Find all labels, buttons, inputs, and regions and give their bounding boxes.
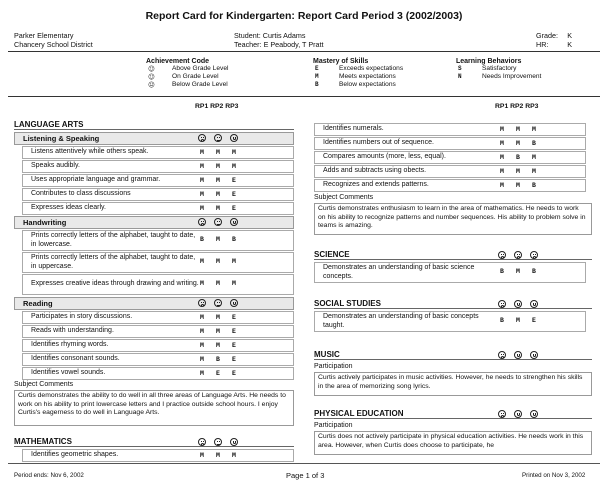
grade-mark: E <box>232 370 236 377</box>
science-heading: SCIENCE <box>314 250 350 259</box>
grade-mark: M <box>216 205 220 212</box>
neutral-face-icon <box>214 299 222 307</box>
page-title: Report Card for Kindergarten: Report Card Period 3 (2002/2003) <box>145 10 463 22</box>
legend-below: ☹ Below Grade Level <box>148 81 228 89</box>
grade-mark: E <box>532 317 536 324</box>
mastery-legend <box>313 58 403 89</box>
la-comment-label: Subject Comments <box>14 381 74 388</box>
grade-mark: M <box>516 182 520 189</box>
behaviors-legend <box>456 58 541 81</box>
section-rule <box>14 129 294 130</box>
frown-icon <box>530 251 538 259</box>
grade-mark: B <box>532 182 536 189</box>
student-name: Student: Curtis Adams <box>234 31 306 40</box>
grade-mark: M <box>516 268 520 275</box>
smile-icon <box>530 300 538 308</box>
grade-mark: M <box>232 258 236 265</box>
legend-meets: M Meets expectations <box>315 73 396 80</box>
grade-mark: M <box>200 191 204 198</box>
grade-mark: E <box>232 342 236 349</box>
grade-mark: M <box>216 280 220 287</box>
grade-mark: B <box>232 236 236 243</box>
mastery-legend-title: Mastery of Skills <box>313 58 369 65</box>
grade-mark: M <box>216 149 220 156</box>
grade-mark: M <box>532 126 536 133</box>
grade-mark: B <box>532 268 536 275</box>
list-item: Identifies numbers out of sequence. <box>314 137 586 150</box>
list-item: Identifies consonant sounds. <box>22 353 294 366</box>
neutral-face-icon: ☺ <box>148 73 155 81</box>
list-item: Adds and subtracts using obects. <box>314 165 586 178</box>
list-item: Compares amounts (more, less, equal). <box>314 151 586 164</box>
legend-satisfactory: S Satisfactory <box>458 65 517 72</box>
frown-icon <box>498 251 506 259</box>
section-rule <box>314 418 592 419</box>
hr-label: HR: <box>536 40 549 49</box>
section-rule <box>314 359 592 360</box>
grade-mark: M <box>516 140 520 147</box>
grade-mark: M <box>532 168 536 175</box>
list-item: Expresses ideas clearly. <box>22 202 294 215</box>
legend-on: ☺ On Grade Level <box>148 73 219 81</box>
grade-mark: M <box>516 317 520 324</box>
frown-icon <box>514 251 522 259</box>
list-item: Reads with understanding. <box>22 325 294 338</box>
math-comment: Curtis demonstrates enthusiasm to learn in the area of mathematics. He needs to work on his ability to recognize patterns and number sequences. His ability to problem solve in teams is amazing. <box>314 203 592 235</box>
neutral-face-icon <box>214 134 222 142</box>
grade-mark: B <box>500 317 504 324</box>
grade-mark: M <box>216 163 220 170</box>
grade-info <box>536 31 572 49</box>
grade-mark: M <box>500 140 504 147</box>
list-item: Recognizes and extends patterns. <box>314 179 586 192</box>
grade-mark: M <box>216 314 220 321</box>
frown-icon <box>198 134 206 142</box>
rp-header-left: RP1 RP2 RP3 <box>195 103 239 110</box>
grade-mark: E <box>232 328 236 335</box>
grade-mark: B <box>532 140 536 147</box>
legend-exceeds: E Exceeds expectations <box>315 65 404 72</box>
grade-mark: E <box>232 314 236 321</box>
grade-mark: M <box>532 154 536 161</box>
school-info <box>14 31 93 49</box>
frown-icon <box>498 410 506 418</box>
list-item: Contributes to class discussions <box>22 188 294 201</box>
neutral-face-icon <box>214 218 222 226</box>
frown-icon: ☹ <box>148 81 155 89</box>
list-item: Identifies numerals. <box>314 123 586 136</box>
grade-mark: E <box>232 356 236 363</box>
grade-mark: M <box>216 328 220 335</box>
grade-value: K <box>567 31 572 40</box>
section-rule <box>14 446 294 447</box>
social-studies-heading: SOCIAL STUDIES <box>314 299 381 308</box>
grade-mark: M <box>216 236 220 243</box>
grade-mark: M <box>232 149 236 156</box>
smile-icon <box>514 300 522 308</box>
language-arts-heading: LANGUAGE ARTS <box>14 120 84 129</box>
grade-mark: M <box>216 177 220 184</box>
grade-mark: M <box>516 126 520 133</box>
smile-icon: ☺ <box>148 65 155 73</box>
printed-date: Printed on Nov 3, 2002 <box>522 472 586 479</box>
listening-header: Listening & Speaking <box>14 132 294 145</box>
frown-icon <box>498 351 506 359</box>
achievement-legend <box>146 58 228 89</box>
smile-icon <box>514 351 522 359</box>
math-comment-label: Subject Comments <box>314 194 374 201</box>
grade-mark: B <box>500 268 504 275</box>
grade-mark: M <box>200 163 204 170</box>
list-item: Prints correctly letters of the alphabet, taught to date, in lowercase. <box>22 230 294 251</box>
grade-mark: M <box>216 191 220 198</box>
legend-divider <box>8 96 600 97</box>
grade-mark: M <box>500 182 504 189</box>
list-item: Uses appropriate language and grammar. <box>22 174 294 187</box>
mathematics-heading: MATHEMATICS <box>14 437 72 446</box>
reading-header: Reading <box>14 297 294 310</box>
list-item: Participates in story discussions. <box>22 311 294 324</box>
pe-heading: PHYSICAL EDUCATION <box>314 409 404 418</box>
grade-mark: M <box>216 342 220 349</box>
section-rule <box>314 259 592 260</box>
grade-mark: M <box>216 452 220 459</box>
grade-mark: M <box>200 149 204 156</box>
grade-mark: M <box>500 126 504 133</box>
footer-divider <box>8 463 600 464</box>
frown-icon <box>498 300 506 308</box>
pe-participation-label: Participation <box>314 422 353 429</box>
header-divider <box>8 51 600 52</box>
grade-mark: M <box>500 154 504 161</box>
achievement-legend-title: Achievement Code <box>146 58 210 65</box>
rp-header-right: RP1 RP2 RP3 <box>495 103 539 110</box>
list-item: Identifies vowel sounds. <box>22 367 294 380</box>
smile-icon <box>230 218 238 226</box>
list-item: Demonstrates an understanding of basic concepts taught. <box>314 311 586 332</box>
grade-mark: M <box>200 314 204 321</box>
grade-mark: M <box>200 258 204 265</box>
frown-icon <box>198 299 206 307</box>
district-name: Chancery School District <box>14 40 93 49</box>
grade-mark: M <box>200 370 204 377</box>
smile-icon <box>230 134 238 142</box>
grade-label: Grade: <box>536 31 558 40</box>
grade-mark: M <box>200 452 204 459</box>
legend-below-exp: B Below expectations <box>315 81 396 88</box>
music-heading: MUSIC <box>314 350 340 359</box>
list-item: Expresses creative ideas through drawing and writing. <box>22 274 294 295</box>
la-comment: Curtis demonstrates the ability to do well in all three areas of Language Arts. He needs to work on his ability to print lowercase letters and I practice outside school hours. I enjoy Curtis's eagerness to do well in Language Arts. <box>14 390 294 426</box>
list-item: Identifies geometric shapes. <box>22 449 294 462</box>
music-comment: Curtis actively participates in music activities. However, he needs to strengthen his skills in the area of memorizing song lyrics. <box>314 372 592 396</box>
smile-icon <box>230 438 238 446</box>
hr-value: K <box>567 40 572 49</box>
grade-mark: B <box>216 356 220 363</box>
grade-mark: M <box>200 205 204 212</box>
frown-icon <box>198 218 206 226</box>
handwriting-header: Handwriting <box>14 216 294 229</box>
frown-icon <box>198 438 206 446</box>
grade-mark: M <box>232 452 236 459</box>
smile-icon <box>530 410 538 418</box>
smile-icon <box>230 299 238 307</box>
list-item: Speaks audibly. <box>22 160 294 173</box>
grade-mark: M <box>232 163 236 170</box>
grade-mark: E <box>232 205 236 212</box>
period-ends: Period ends: Nov 6, 2002 <box>14 472 84 479</box>
grade-mark: M <box>200 342 204 349</box>
grade-mark: M <box>200 280 204 287</box>
grade-mark: E <box>232 191 236 198</box>
grade-mark: B <box>516 154 520 161</box>
student-info <box>234 31 324 49</box>
grade-mark: M <box>200 356 204 363</box>
music-participation-label: Participation <box>314 363 353 370</box>
list-item: Demonstrates an understanding of basic science concepts. <box>314 262 586 283</box>
page-number: Page 1 of 3 <box>286 471 325 480</box>
list-item: Prints correctly letters of the alphabet, taught to date, in uppercase. <box>22 252 294 273</box>
teacher-name: Teacher: E Peabody, T Pratt <box>234 40 324 49</box>
pe-comment: Curtis does not actively participate in physical education activities. He needs work in this area. However, when Curtis does choose to participate, he <box>314 431 592 455</box>
smile-icon <box>530 351 538 359</box>
grade-mark: M <box>516 168 520 175</box>
list-item: Listens attentively while others speak. <box>22 146 294 159</box>
neutral-face-icon <box>214 438 222 446</box>
grade-mark: M <box>216 258 220 265</box>
grade-mark: B <box>200 236 204 243</box>
legend-needs-improvement: N Needs Improvement <box>458 73 542 80</box>
grade-mark: M <box>200 328 204 335</box>
grade-mark: M <box>232 280 236 287</box>
grade-mark: E <box>216 370 220 377</box>
section-rule <box>314 308 592 309</box>
legend-above: ☺ Above Grade Level <box>148 65 229 73</box>
school-name: Parker Elementary <box>14 31 74 40</box>
smile-icon <box>514 410 522 418</box>
behaviors-legend-title: Learning Behaviors <box>456 58 522 65</box>
grade-mark: M <box>200 177 204 184</box>
grade-mark: E <box>232 177 236 184</box>
list-item: Identifies rhyming words. <box>22 339 294 352</box>
grade-mark: M <box>500 168 504 175</box>
